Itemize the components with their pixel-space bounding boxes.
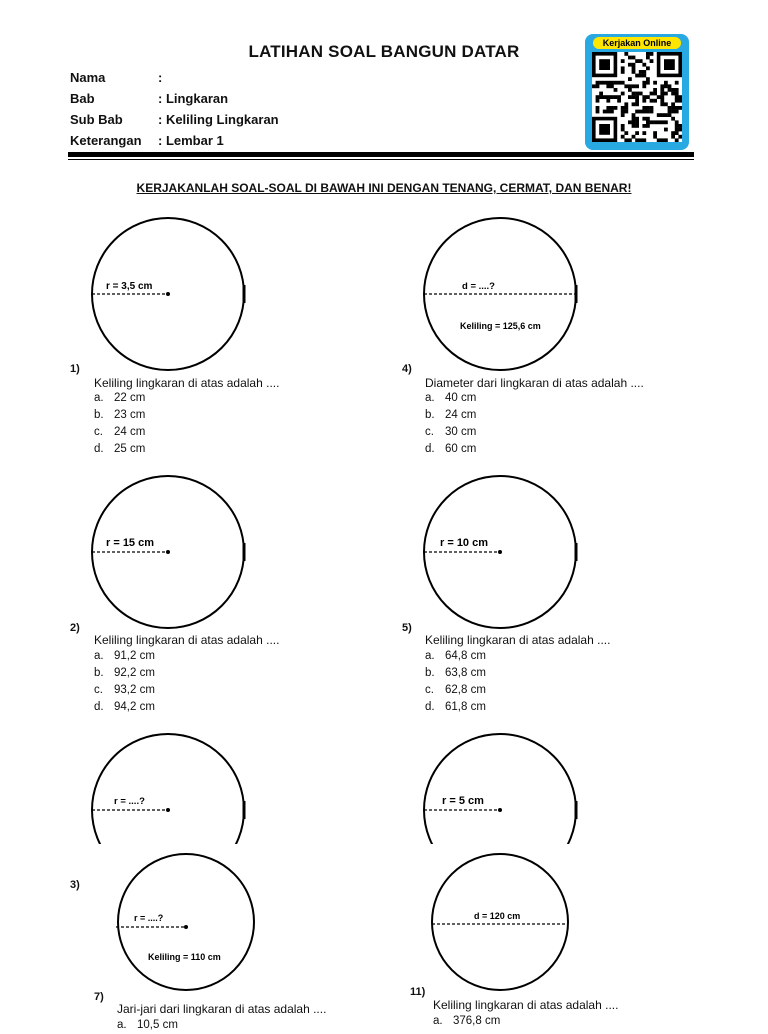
circle-figure-q6-clip [416, 728, 586, 844]
option-a[interactable]: a. 91,2 cm [94, 650, 155, 662]
identity-row-bab [70, 88, 279, 109]
option-b[interactable]: b. 63,8 cm [425, 667, 486, 679]
options-q7 [117, 1017, 178, 1034]
online-qr-badge[interactable] [585, 34, 689, 150]
circle-figure-q4 [416, 212, 586, 374]
question-number: 1) [70, 363, 80, 375]
question-number: 7) [94, 991, 104, 1003]
question-text: Keliling lingkaran di atas adalah .... [94, 376, 280, 390]
question-number: 4) [402, 363, 412, 375]
field-value: : [158, 70, 163, 85]
identity-row-name [70, 67, 279, 88]
question-number: 5) [402, 622, 412, 634]
figure-label: r = ....? [134, 913, 164, 923]
option-c[interactable]: c. 24 cm [94, 426, 146, 438]
circle-figure-q11 [426, 848, 576, 994]
figure-note: Keliling = 110 cm [148, 952, 221, 962]
question-number: 3) [70, 879, 80, 891]
figure-label: r = 3,5 cm [106, 281, 153, 292]
options-q1 [94, 390, 145, 458]
header-divider-thin [68, 159, 694, 160]
circle-figure-q7 [112, 848, 262, 994]
field-value: : Lingkaran [158, 91, 229, 106]
field-label: Sub Bab [70, 112, 123, 127]
question-number: 2) [70, 622, 80, 634]
option-a[interactable]: a. 22 cm [94, 392, 146, 404]
circle-figure-q2 [84, 470, 254, 632]
figure-label: r = ....? [114, 796, 145, 807]
option-b[interactable]: b. 24 cm [425, 409, 477, 421]
circle-figure-q1 [84, 212, 254, 374]
field-label: Bab [70, 91, 95, 106]
option-a[interactable]: a. 64,8 cm [425, 650, 486, 662]
circle-figure-q3 [84, 728, 254, 844]
identity-row-subbab [70, 109, 279, 130]
option-c[interactable]: c. 93,2 cm [94, 684, 155, 696]
figure-note: Keliling = 125,6 cm [460, 321, 541, 331]
instruction-text: KERJAKANLAH SOAL-SOAL DI BAWAH INI DENGAN TENANG, CERMAT, DAN BENAR! [136, 181, 632, 195]
option-c[interactable]: c. 30 cm [425, 426, 477, 438]
option-c[interactable]: c. 62,8 cm [425, 684, 486, 696]
option-d[interactable]: d. 94,2 cm [94, 701, 155, 713]
circle-figure-q6 [416, 728, 586, 844]
option-d[interactable]: d. 60 cm [425, 443, 477, 455]
option-d[interactable]: d. 25 cm [94, 443, 146, 455]
options-q5 [425, 648, 486, 716]
figure-label: d = 120 cm [474, 911, 521, 921]
figure-label: d = ....? [462, 281, 495, 292]
question-text: Keliling lingkaran di atas adalah .... [94, 633, 280, 647]
header-divider [68, 152, 694, 157]
qr-code-icon [592, 52, 682, 142]
field-label: Nama [70, 70, 106, 85]
circle-figure-q5 [416, 470, 586, 632]
option-a[interactable]: a. 40 cm [425, 392, 477, 404]
field-value: : Keliling Lingkaran [158, 112, 279, 127]
option-b[interactable]: b. 92,2 cm [94, 667, 155, 679]
figure-label: r = 10 cm [440, 537, 489, 549]
options-q2 [94, 648, 155, 716]
identity-row-keterangan [70, 130, 279, 151]
question-text: Keliling lingkaran di atas adalah .... [433, 998, 619, 1012]
option-a[interactable]: a. 376,8 cm [433, 1015, 501, 1027]
question-text: Keliling lingkaran di atas adalah .... [425, 633, 611, 647]
field-value: : Lembar 1 [158, 133, 224, 148]
option-d[interactable]: d. 61,8 cm [425, 701, 486, 713]
question-text: Jari-jari dari lingkaran di atas adalah .... [117, 1002, 327, 1016]
question-text: Diameter dari lingkaran di atas adalah .... [425, 376, 644, 390]
identity-block [70, 67, 279, 151]
qr-banner: Kerjakan Online [593, 37, 681, 49]
figure-label: r = 15 cm [106, 537, 155, 549]
field-label: Keterangan [70, 133, 142, 148]
option-a[interactable]: a. 10,5 cm [117, 1019, 178, 1031]
options-q4 [425, 390, 476, 458]
page-title: LATIHAN SOAL BANGUN DATAR [248, 42, 520, 61]
option-b[interactable]: b. 23 cm [94, 409, 146, 421]
figure-label: r = 5 cm [442, 795, 484, 807]
circle-figure-q3-clip [84, 728, 254, 844]
options-q11 [433, 1013, 500, 1030]
question-number: 11) [410, 986, 426, 998]
